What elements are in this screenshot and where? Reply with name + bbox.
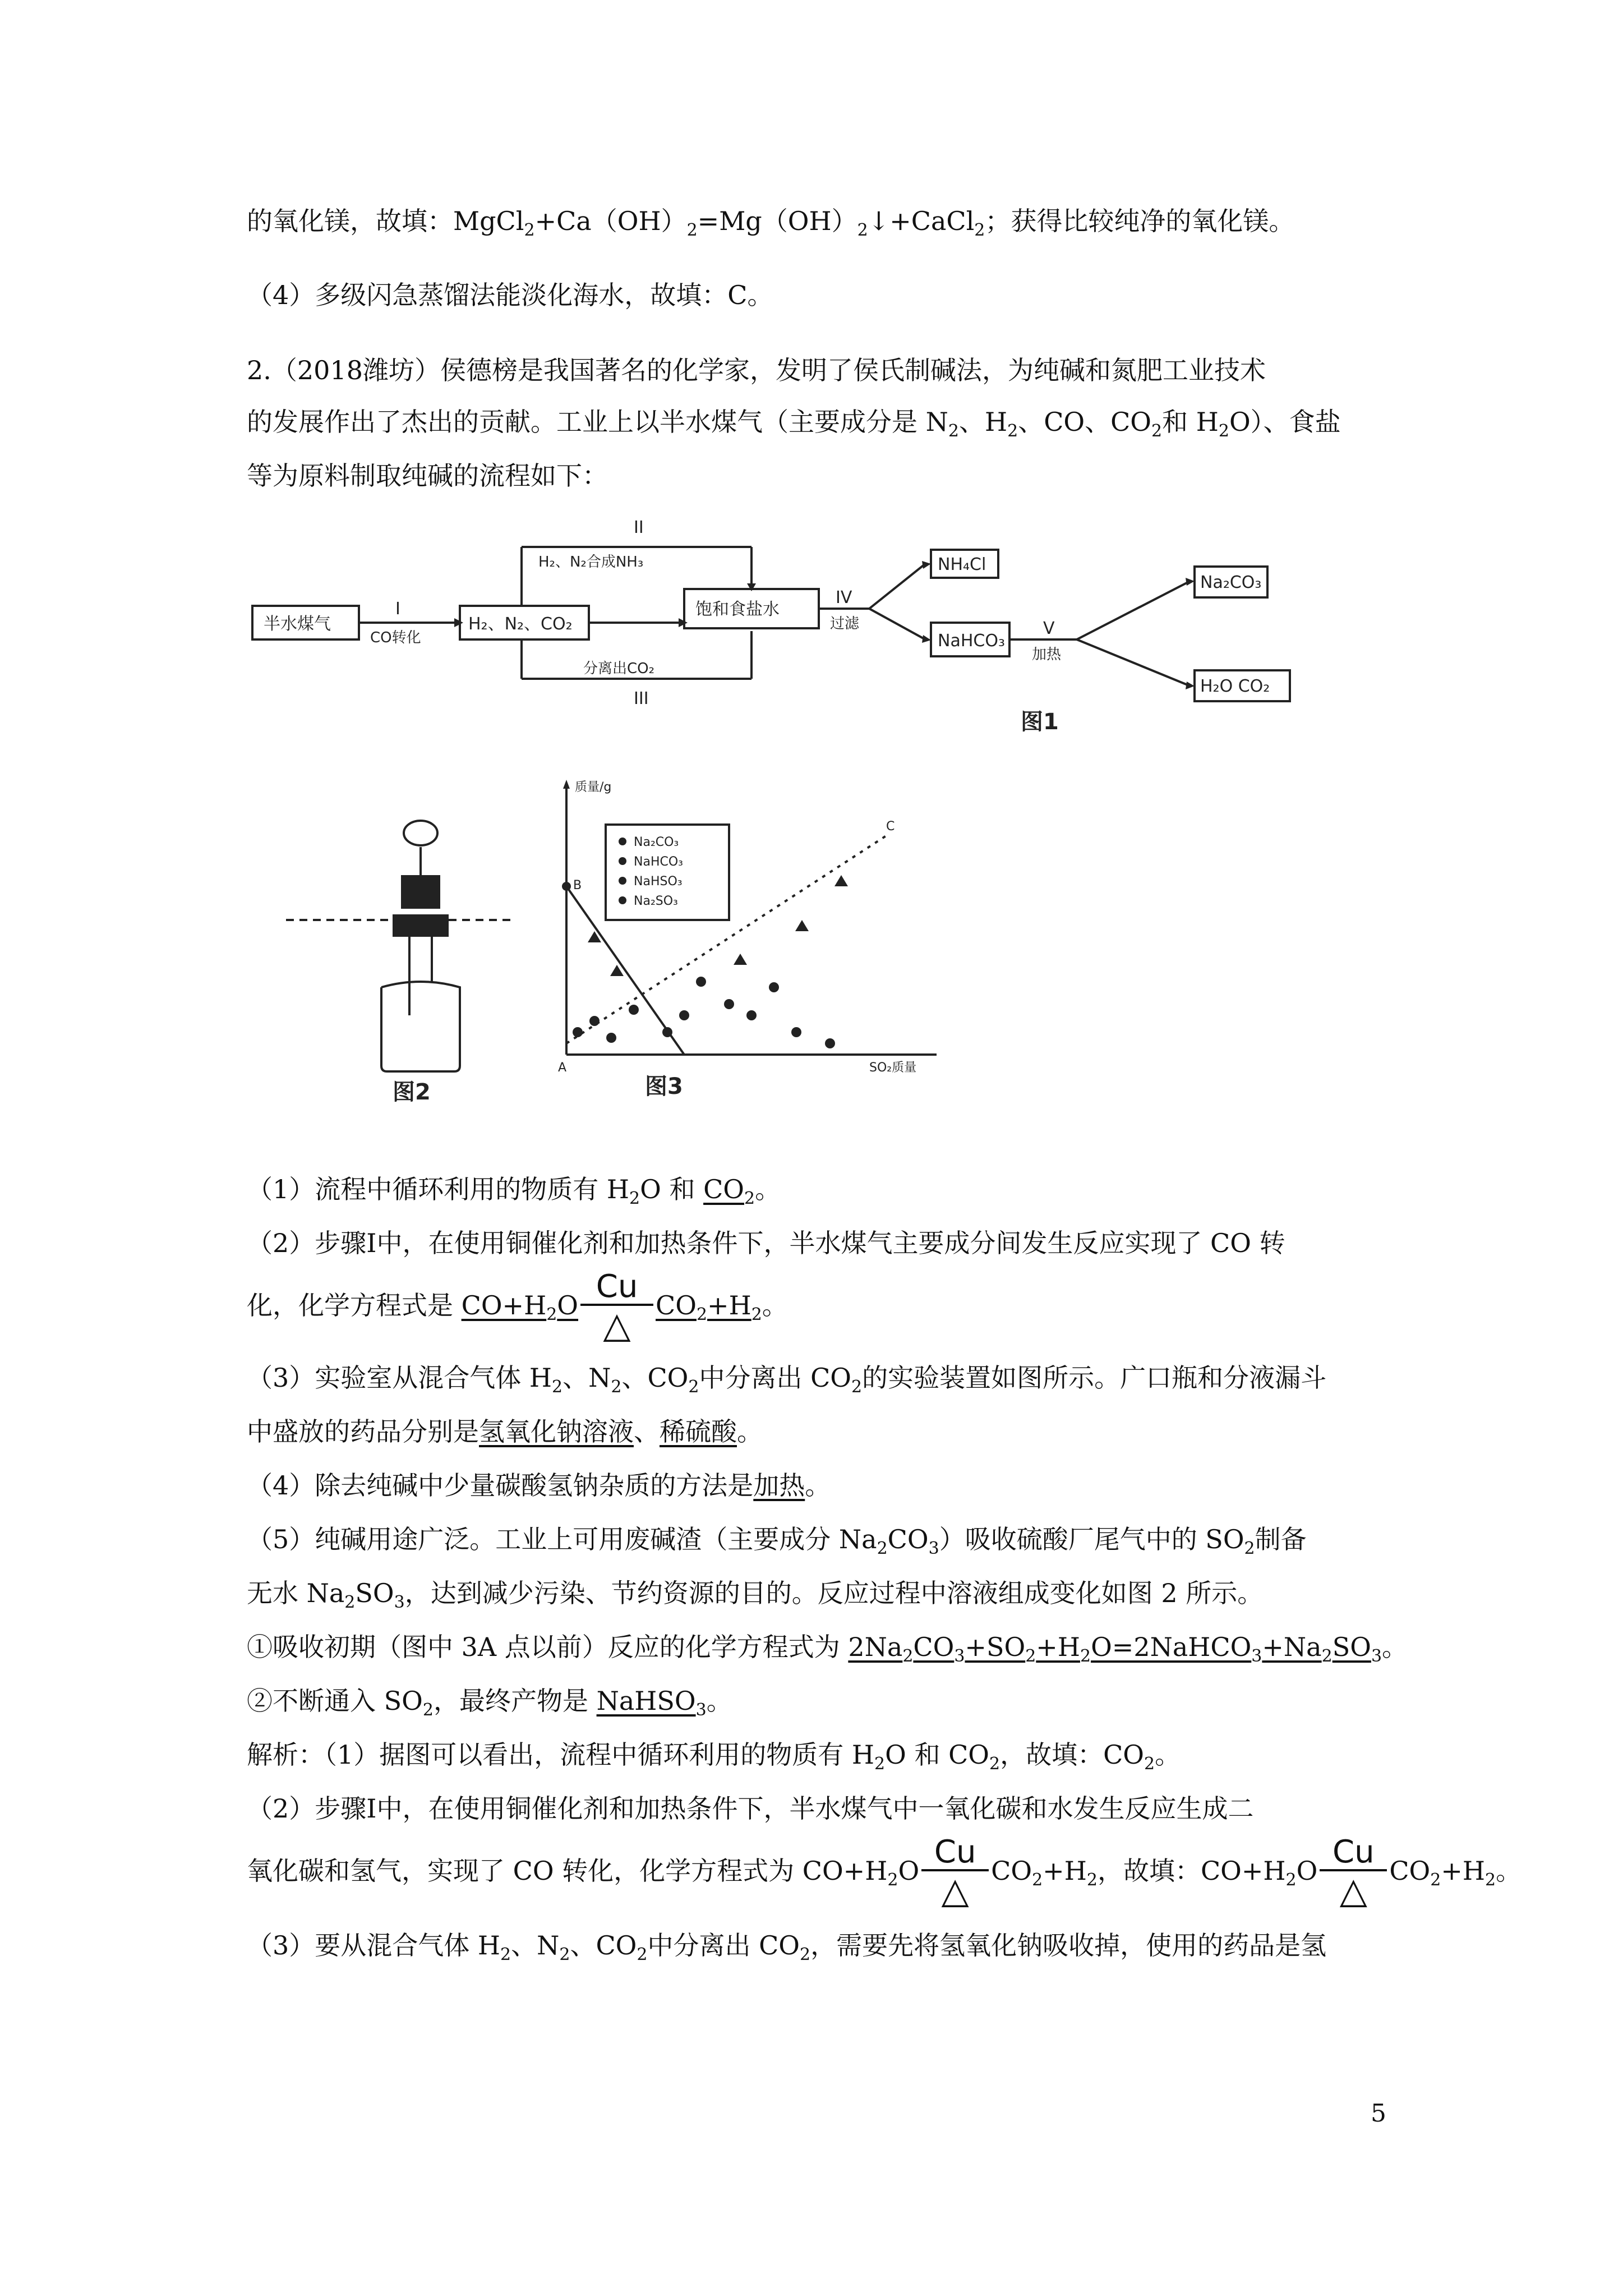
reaction-condition: $\frac{Cu}{\triangle}$ bbox=[1320, 1835, 1387, 1911]
figure-1-caption: 图1 bbox=[1021, 709, 1059, 735]
question-2-line-2: 化，化学方程式是 $CO+H_2O$ $\frac{Cu}{\triangle}$ $CO_2+H_2$。 bbox=[247, 1268, 788, 1346]
figure-2-caption: 图2 bbox=[393, 1079, 431, 1105]
flow-box-1: 半水煤气 bbox=[264, 614, 331, 634]
legend-item: NaHSO₃ bbox=[634, 875, 683, 889]
step-1-text: CO转化 bbox=[370, 629, 421, 646]
chart-y-label: 质量/g bbox=[575, 780, 612, 794]
analysis-3: （3）要从混合气体 $H_2$、$N_2$、$CO_2$中分离出 $CO_2$，需要先将氢氧化钠吸收掉，使用的药品是氢 bbox=[247, 1930, 1327, 1964]
answer-5-2: NaHSO$_3$ bbox=[596, 1686, 707, 1720]
question-5-line-1: （5）纯碱用途广泛。工业上可用废碱渣（主要成分 $Na_2CO_3$）吸收硫酸厂尾气中的 $SO_2$制备 bbox=[247, 1524, 1307, 1558]
flow-box-3: 饱和食盐水 bbox=[695, 600, 780, 619]
flow-box-6: Na₂CO₃ bbox=[1200, 573, 1262, 592]
step-1-label: I bbox=[395, 599, 400, 619]
step-4-text: 过滤 bbox=[830, 615, 860, 632]
chart-point-b: B bbox=[573, 878, 582, 892]
text-line-2: （4）多级闪急蒸馏法能淡化海水，故填：C。 bbox=[247, 280, 773, 310]
flow-box-5: NaHCO₃ bbox=[938, 631, 1005, 651]
page-number: 5 bbox=[1371, 2099, 1386, 2128]
text-line-4: 的发展作出了杰出的贡献。工业上以半水煤气（主要成分是 $N_2$、$H_2$、CO、$CO_2$和 $H_2O$）、食盐 bbox=[247, 407, 1341, 441]
reaction-condition: $\frac{Cu}{\triangle}$ bbox=[921, 1835, 989, 1911]
question-4: （4）除去纯碱中少量碳酸氢钠杂质的方法是加热。 bbox=[247, 1470, 831, 1501]
step-3-text: 分离出CO₂ bbox=[583, 660, 655, 677]
legend-item: Na₂CO₃ bbox=[634, 835, 679, 849]
answer-1: $CO_2$ bbox=[703, 1174, 755, 1208]
answer-4: 加热 bbox=[753, 1470, 805, 1501]
chart-point-a: A bbox=[558, 1061, 567, 1075]
step-5-text: 加热 bbox=[1032, 646, 1062, 663]
text-line-1: 的氧化镁，故填：$MgCl_2+Ca(OH)_2=Mg(OH)_2↓+CaCl_2$；获得比较纯净的氧化镁。 bbox=[247, 206, 1295, 240]
flow-box-4: NH₄Cl bbox=[938, 555, 986, 574]
flow-box-7: H₂O CO₂ bbox=[1200, 677, 1270, 696]
analysis-1: 解析：（1）据图可以看出，流程中循环利用的物质有 $H_2O$ 和 $CO_2$，故填：$CO_2$。 bbox=[247, 1740, 1181, 1774]
question-2-line-1: （2）步骤Ⅰ中，在使用铜催化剂和加热条件下，半水煤气主要成分间发生反应实现了 CO 转 bbox=[247, 1228, 1285, 1258]
figure-2-apparatus bbox=[280, 808, 550, 1122]
step-2-label: II bbox=[634, 518, 644, 537]
step-3-label: III bbox=[634, 689, 649, 708]
chart-x-label: SO₂质量 bbox=[869, 1061, 917, 1075]
answer-5-1: $2Na_2CO_3+SO_2+H_2O=2NaHCO_3+Na_2SO_3$ bbox=[848, 1632, 1382, 1666]
legend-item: NaHCO₃ bbox=[634, 855, 683, 869]
analysis-2-line-2: 氧化碳和氢气，实现了 CO 转化，化学方程式为 $CO+H_2O$ $\frac{Cu}{\triangle}$ $CO_2+H_2$，故填：$CO+H_2O$ $\frac{Cu}{\triangle}$ $CO_2+H_2$。 bbox=[247, 1834, 1522, 1912]
answer-3a: 氢氧化钠溶液 bbox=[479, 1416, 634, 1447]
answer-3b: 稀硫酸 bbox=[660, 1416, 737, 1447]
chart-point-c: C bbox=[886, 820, 895, 834]
question-5-sub-1: ①吸收初期（图中 3A 点以前）反应的化学方程式为 $2Na_2CO_3+SO_2+H_2O=2NaHCO_3+Na_2SO_3$。 bbox=[247, 1632, 1408, 1666]
answer-2-equation: $CO+H_2O$ bbox=[461, 1290, 579, 1324]
figure-3-chart bbox=[550, 769, 953, 1105]
figure-3-caption: 图3 bbox=[645, 1074, 683, 1099]
analysis-2-line-1: （2）步骤Ⅰ中，在使用铜催化剂和加热条件下，半水煤气中一氧化碳和水发生反应生成二 bbox=[247, 1793, 1254, 1824]
reaction-condition: $\frac{Cu}{\triangle}$ bbox=[580, 1270, 653, 1345]
flow-box-2: H₂、N₂、CO₂ bbox=[468, 614, 573, 634]
question-2-intro: 2.（2018潍坊）侯德榜是我国著名的化学家，发明了侯氏制碱法，为纯碱和氮肥工业技术 bbox=[247, 355, 1266, 385]
step-2-text: H₂、N₂合成NH₃ bbox=[538, 554, 644, 570]
question-3-line-1: （3）实验室从混合气体 $H_2$、$N_2$、$CO_2$中分离出 $CO_2$的实验装置如图所示。广口瓶和分液漏斗 bbox=[247, 1363, 1327, 1397]
question-1: （1）流程中循环利用的物质有 $H_2O$ 和 $CO_2$。 bbox=[247, 1174, 781, 1208]
text-line-5: 等为原料制取纯碱的流程如下： bbox=[247, 461, 608, 491]
question-5-line-2: 无水 $Na_2SO_3$，达到减少污染、节约资源的目的。反应过程中溶液组成变化如图 2 所示。 bbox=[247, 1578, 1264, 1612]
question-3-line-2: 中盛放的药品分别是氢氧化钠溶液、稀硫酸。 bbox=[247, 1416, 763, 1447]
step-4-label: IV bbox=[836, 588, 852, 608]
step-5-label: V bbox=[1043, 619, 1055, 638]
figure-1-flowchart bbox=[247, 518, 1270, 752]
question-5-sub-2: ②不断通入 $SO_2$，最终产物是 NaHSO$_3$。 bbox=[247, 1686, 732, 1720]
legend-item: Na₂SO₃ bbox=[634, 894, 678, 908]
